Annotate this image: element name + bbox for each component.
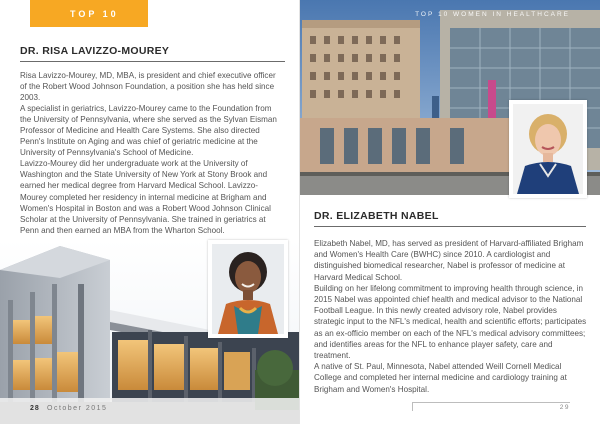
bio-paragraph: Risa Lavizzo-Mourey, MD, MBA, is president and chief executive officer of the Robert Wood Johnson Foundation, a position she has held since 2003.: [20, 71, 276, 103]
bio-paragraph: Building on her lifelong commitment to improving health through science, in 2015 Nabel was appointed chief health and medical advisor to the National Football League. In this newly created advisory role, Nabel provides strategic input to the NFL's medical, health and scientific efforts; participates as an ex-officio member on each of the NFL's medical advisory committees; and identifies areas for the NFL to enhance player safety, care and treatment.: [314, 283, 587, 361]
portrait-photo: [513, 104, 583, 194]
page-number-left: 28: [30, 405, 40, 412]
issue-date: October 2015: [47, 405, 108, 412]
profile-heading-nabel: DR. ELIZABETH NABEL: [314, 210, 586, 227]
footer-rule: [412, 402, 570, 403]
portrait-photo: [212, 244, 284, 334]
right-page: [300, 0, 600, 424]
page-number-right: 29: [559, 404, 570, 411]
profile-bio-lavizzo-mourey: [20, 70, 282, 236]
bio-paragraph: Lavizzo-Mourey did her undergraduate work at the University of Washington and the State University of New York at Stony Brook and earned her medical degree from Harvard Medical School. Lavizzo-Mourey completed her residency in internal medicine at Brigham and Women's Hospital in Boston and was a Robert Wood Johnson Clinical Scholar at the University of Pennsylvania. She trained in geriatrics at Penn and then earned an MBA from the Wharton School.: [20, 159, 271, 235]
left-footer: [0, 398, 300, 424]
portrait-lavizzo-mourey: [208, 240, 288, 338]
section-tab: TOP 10: [30, 0, 148, 27]
bio-paragraph: A native of St. Paul, Minnesota, Nabel attended Weill Cornell Medical College and completed her internal medicine and cardiology training at Brigham and Women's Hospital.: [314, 362, 567, 394]
bio-paragraph: A specialist in geriatrics, Lavizzo-Mourey came to the Foundation from the University of Pennsylvania, where she served as the Sylvan Eisman Professor of Medicine and Health Care Systems. She also directed Penn's Institute on Aging and was chief of geriatric medicine at the University of Pennsylvania's School of Medicine.: [20, 104, 277, 158]
bio-paragraph: Elizabeth Nabel, MD, has served as president of Harvard-affiliated Brigham and Women's Health Care (BWHC) since 2010. A cardiologist and distinguished biomedical researcher, Nabel is professor of medicine at Harvard Medical School.: [314, 239, 584, 282]
portrait-nabel: [509, 100, 587, 198]
profile-heading-lavizzo-mourey: DR. RISA LAVIZZO-MOUREY: [20, 45, 285, 62]
running-header: TOP 10 WOMEN IN HEALTHCARE: [415, 11, 570, 18]
profile-bio-nabel: [314, 238, 588, 395]
